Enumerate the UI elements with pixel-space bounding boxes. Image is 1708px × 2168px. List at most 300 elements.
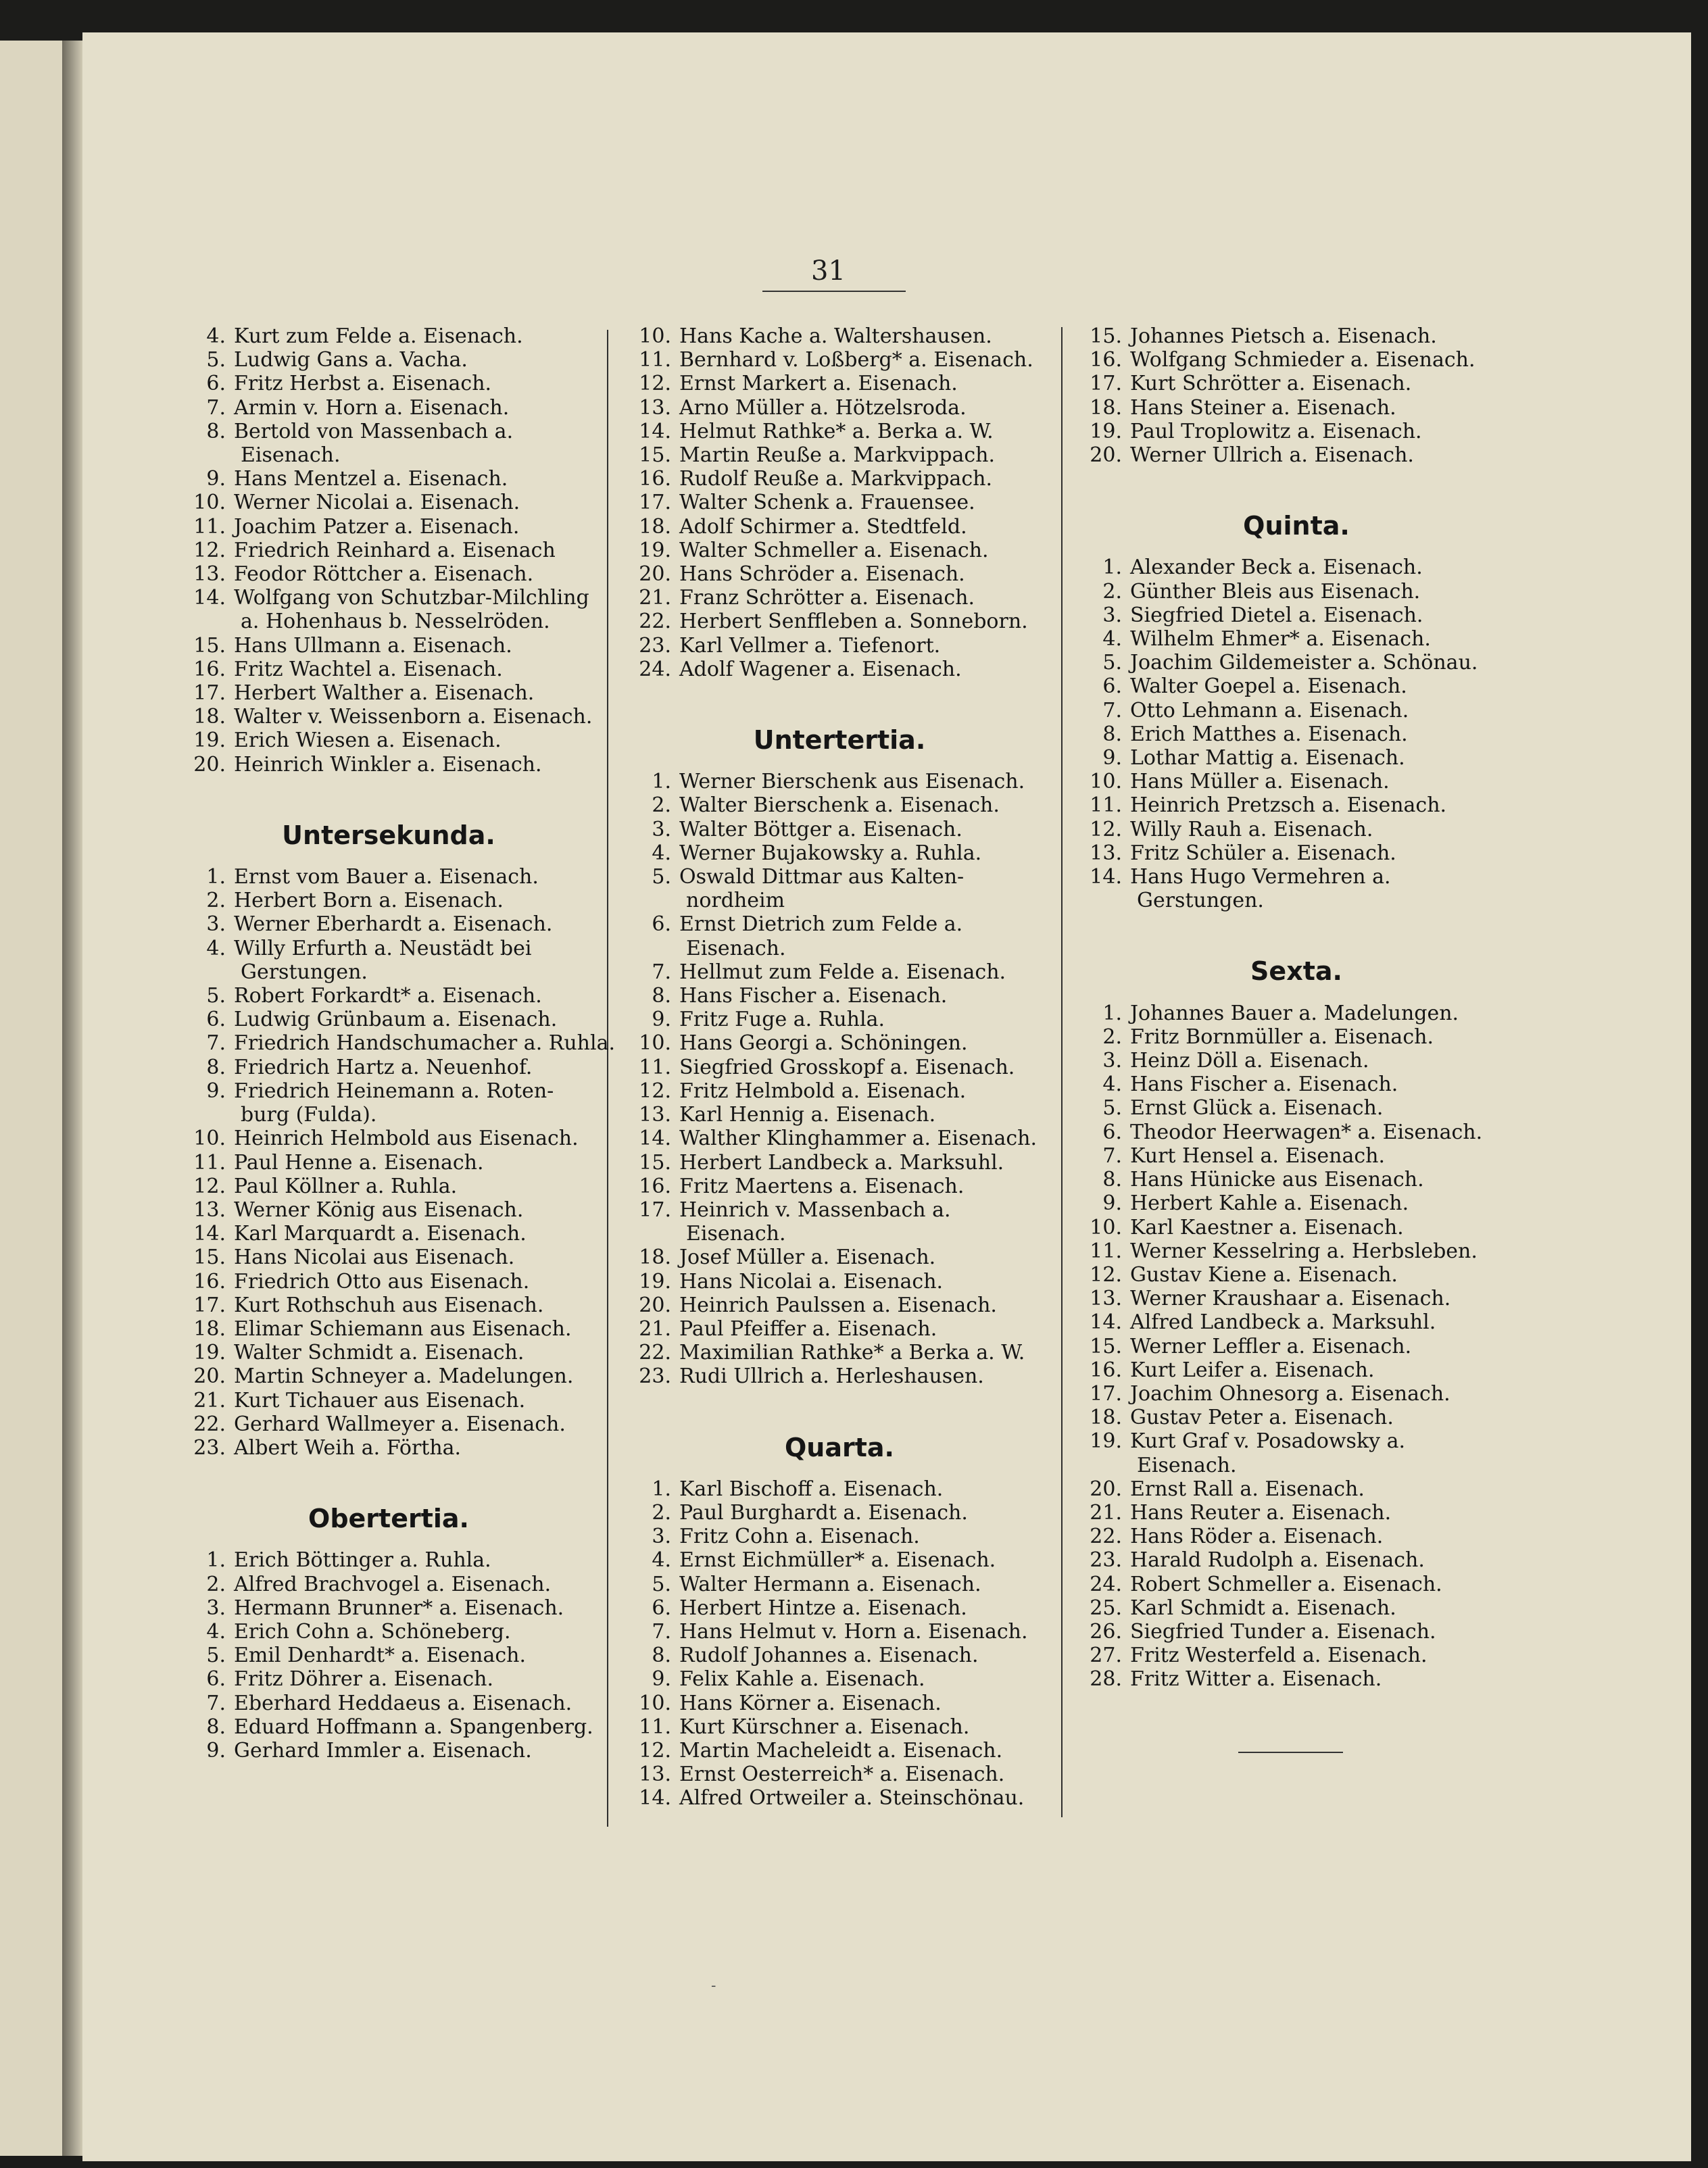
list-item xyxy=(1080,770,1513,793)
list-item-number: 5. xyxy=(206,1644,226,1668)
list-item-number: 18. xyxy=(193,1316,226,1341)
list-item-number: 23. xyxy=(1090,1548,1122,1573)
list-item xyxy=(184,634,593,658)
list-item-number: 13. xyxy=(639,1103,671,1127)
list-item-text: Ernst vom Bauer a. Eisenach. xyxy=(234,865,539,889)
list-item-number: 8. xyxy=(206,419,226,443)
list-item xyxy=(629,562,1050,586)
list-item-number: 19. xyxy=(1090,1429,1122,1454)
list-item-text: Hans Mentzel a. Eisenach. xyxy=(234,467,508,491)
list-item-number: 13. xyxy=(639,1763,671,1787)
list-item-text: Eberhard Heddaeus a. Eisenach. xyxy=(234,1691,572,1715)
list-item-number: 15. xyxy=(193,1246,226,1270)
list-item-number: 17. xyxy=(193,1293,226,1317)
list-item-text: Otto Lehmann a. Eisenach. xyxy=(1130,698,1409,722)
list-item-number: 22. xyxy=(639,1341,671,1365)
list-item-number: 10. xyxy=(639,324,671,348)
header-rule xyxy=(762,291,906,292)
list-item xyxy=(629,1620,1050,1644)
previous-page-edge xyxy=(0,41,62,2156)
list-item-number: 13. xyxy=(193,1198,226,1222)
list-item xyxy=(184,324,593,348)
list-item-text: Karl Vellmer a. Tiefenort. xyxy=(679,633,941,658)
column-middle xyxy=(629,324,1050,1810)
list-item-number: 6. xyxy=(206,1008,226,1032)
list-item-text: Johannes Pietsch a. Eisenach. xyxy=(1130,324,1437,348)
list-item xyxy=(629,610,1050,633)
list-item xyxy=(1080,420,1513,443)
list-item-number: 11. xyxy=(1090,793,1122,818)
list-item xyxy=(184,1715,593,1739)
list-item-text: Fritz Wachtel a. Eisenach. xyxy=(234,657,503,681)
list-item-number: 5. xyxy=(652,1572,671,1596)
list-item-text: Joachim Ohnesorg a. Eisenach. xyxy=(1130,1381,1450,1406)
list-item-number: 3. xyxy=(1102,603,1122,627)
list-item xyxy=(1080,603,1513,627)
list-item-number: 14. xyxy=(193,1222,226,1246)
list-item xyxy=(629,1008,1050,1031)
list-item-text: Werner Ullrich a. Eisenach. xyxy=(1130,443,1414,468)
list-item-text: Werner Kesselring a. Herbsleben. xyxy=(1130,1239,1478,1263)
list-item-number: 13. xyxy=(639,395,671,420)
list-item-text: Alfred Ortweiler a. Steinschönau. xyxy=(679,1786,1025,1810)
list-item-text: Werner Bujakowsky a. Ruhla. xyxy=(679,841,982,865)
list-item-text: Erich Cohn a. Schöneberg. xyxy=(234,1619,511,1644)
list-item xyxy=(629,793,1050,817)
list-item xyxy=(1080,1310,1513,1334)
list-item xyxy=(1080,1096,1513,1120)
list-item xyxy=(184,1596,593,1620)
list-item-text: Fritz Witter a. Eisenach. xyxy=(1130,1667,1382,1692)
list-item-text: Hellmut zum Felde a. Eisenach. xyxy=(679,960,1006,984)
list-item-text: Alfred Brachvogel a. Eisenach. xyxy=(234,1572,552,1596)
list-item-number: 5. xyxy=(1102,651,1122,675)
list-item-number: 15. xyxy=(639,443,671,468)
list-item-number: 8. xyxy=(652,984,671,1008)
list-item xyxy=(1080,324,1513,348)
list-item-text: Walter Hermann a. Eisenach. xyxy=(679,1572,981,1596)
list-item xyxy=(184,705,593,729)
list-item-text: Felix Kahle a. Eisenach. xyxy=(679,1667,925,1692)
list-item-text: Ernst Glück a. Eisenach. xyxy=(1130,1096,1384,1120)
list-item-number: 4. xyxy=(652,841,671,865)
list-item-number: 16. xyxy=(193,657,226,681)
list-item-continuation: burg (Fulda). xyxy=(241,1103,377,1127)
list-item xyxy=(629,1294,1050,1317)
list-item-number: 18. xyxy=(1090,1406,1122,1430)
list-item-text: Karl Schmidt a. Eisenach. xyxy=(1130,1596,1396,1620)
list-item-number: 13. xyxy=(193,562,226,587)
list-item-text: Harald Rudolph a. Eisenach. xyxy=(1130,1548,1425,1573)
list-item xyxy=(184,348,593,372)
list-item-number: 21. xyxy=(639,1316,671,1341)
list-item xyxy=(184,984,593,1008)
list-item-number: 10. xyxy=(639,1691,671,1715)
list-item xyxy=(629,539,1050,562)
list-item-text: Maximilian Rathke* a Berka a. W. xyxy=(679,1341,1025,1365)
list-item-text: Karl Hennig a. Eisenach. xyxy=(679,1103,936,1127)
list-item xyxy=(184,1389,593,1412)
list-item xyxy=(629,1317,1050,1341)
list-item-text: Walter Schmidt a. Eisenach. xyxy=(234,1341,524,1365)
list-item xyxy=(1080,1596,1513,1620)
list-item-number: 14. xyxy=(639,419,671,443)
list-item-text: Hans Nicolai aus Eisenach. xyxy=(234,1246,515,1270)
list-item xyxy=(629,960,1050,984)
list-item xyxy=(629,865,1050,889)
list-item-text: Walter Goepel a. Eisenach. xyxy=(1130,674,1407,699)
list-item-continuation: Eisenach. xyxy=(686,936,786,960)
list-item-number: 8. xyxy=(206,1055,226,1079)
list-item xyxy=(629,324,1050,348)
list-item xyxy=(629,1715,1050,1739)
list-item xyxy=(184,396,593,420)
list-item-text: Theodor Heerwagen* a. Eisenach. xyxy=(1130,1120,1483,1144)
list-item-text: Wolfgang Schmieder a. Eisenach. xyxy=(1130,348,1475,372)
column-divider-left xyxy=(607,330,608,1827)
list-item xyxy=(1080,818,1513,841)
list-item xyxy=(629,1198,1050,1222)
list-item xyxy=(629,1644,1050,1667)
list-item-text: Alfred Landbeck a. Marksuhl. xyxy=(1130,1310,1436,1335)
list-item-text: Willy Erfurth a. Neustädt bei xyxy=(234,936,532,960)
list-item-text: Elimar Schiemann aus Eisenach. xyxy=(234,1316,572,1341)
list-item-number: 19. xyxy=(1090,419,1122,443)
list-item-number: 1. xyxy=(652,770,671,794)
list-item-number: 16. xyxy=(193,1269,226,1294)
list-item-text: Hans Fischer a. Eisenach. xyxy=(1130,1073,1398,1097)
list-item-text: Heinrich Winkler a. Eisenach. xyxy=(234,752,542,777)
list-item-text: Werner Kraushaar a. Eisenach. xyxy=(1130,1287,1451,1311)
list-item-number: 14. xyxy=(639,1786,671,1810)
list-item-text: Herbert Kahle a. Eisenach. xyxy=(1130,1191,1409,1216)
list-item xyxy=(184,539,593,562)
list-item-number: 5. xyxy=(1102,1096,1122,1120)
list-item-text: Emil Denhardt* a. Eisenach. xyxy=(234,1644,527,1668)
list-item-number: 19. xyxy=(193,729,226,753)
list-item xyxy=(184,1222,593,1246)
list-item-text: Oswald Dittmar aus Kalten- xyxy=(679,865,965,889)
list-item-text: Karl Marquardt a. Eisenach. xyxy=(234,1222,527,1246)
list-item-text: Fritz Maertens a. Eisenach. xyxy=(679,1174,965,1198)
list-item xyxy=(629,841,1050,865)
list-item-text: Hans Helmut v. Horn a. Eisenach. xyxy=(679,1619,1028,1644)
list-item xyxy=(629,1501,1050,1525)
list-item-number: 19. xyxy=(639,1269,671,1294)
list-item-text: Kurt Schrötter a. Eisenach. xyxy=(1130,372,1412,396)
list-item-number: 15. xyxy=(639,1150,671,1175)
list-item-text: Karl Kaestner a. Eisenach. xyxy=(1130,1215,1404,1239)
list-item-text: Wilhelm Ehmer* a. Eisenach. xyxy=(1130,627,1431,651)
list-item-text: Robert Forkardt* a. Eisenach. xyxy=(234,984,542,1008)
list-item xyxy=(1080,372,1513,395)
list-item-number: 5. xyxy=(206,348,226,372)
list-item-number: 27. xyxy=(1090,1644,1122,1668)
list-item xyxy=(629,1548,1050,1572)
list-item xyxy=(184,1620,593,1644)
list-item-text: Hans Körner a. Eisenach. xyxy=(679,1691,942,1715)
list-item-number: 20. xyxy=(193,1364,226,1389)
list-item-number: 23. xyxy=(193,1435,226,1460)
quinta-list xyxy=(1080,556,1513,912)
list-item-number: 9. xyxy=(652,1008,671,1032)
obertertia-list xyxy=(184,1548,593,1763)
list-item xyxy=(184,1008,593,1031)
list-item xyxy=(184,1294,593,1317)
list-item-text: Adolf Wagener a. Eisenach. xyxy=(679,657,962,681)
list-item-text: Herbert Landbeck a. Marksuhl. xyxy=(679,1150,1004,1175)
list-item xyxy=(1080,556,1513,579)
list-item xyxy=(629,1763,1050,1786)
list-item xyxy=(1080,793,1513,817)
list-item-number: 17. xyxy=(639,491,671,515)
list-item-number: 12. xyxy=(1090,1262,1122,1287)
list-item-text: Fritz Westerfeld a. Eisenach. xyxy=(1130,1644,1428,1668)
list-item-text: Kurt zum Felde a. Eisenach. xyxy=(234,324,523,348)
list-item-text: Hans Nicolai a. Eisenach. xyxy=(679,1269,944,1294)
list-item xyxy=(1080,1239,1513,1263)
list-item-text: Erich Matthes a. Eisenach. xyxy=(1130,722,1408,746)
list-item-number: 7. xyxy=(206,1691,226,1715)
list-item xyxy=(184,1667,593,1691)
list-item-number: 23. xyxy=(639,633,671,658)
list-item-number: 4. xyxy=(206,1619,226,1644)
list-item-number: 2. xyxy=(206,1572,226,1596)
list-item-number: 2. xyxy=(652,793,671,818)
list-item-text: Adolf Schirmer a. Stedtfeld. xyxy=(679,514,967,539)
list-item-text: Walter v. Weissenborn a. Eisenach. xyxy=(234,705,593,729)
list-item-number: 20. xyxy=(639,562,671,587)
list-item xyxy=(184,1270,593,1294)
list-item-number: 12. xyxy=(1090,817,1122,841)
list-item xyxy=(184,1739,593,1763)
list-item xyxy=(1080,1525,1513,1548)
list-item-number: 13. xyxy=(1090,841,1122,865)
list-item-number: 17. xyxy=(1090,372,1122,396)
list-item-number: 9. xyxy=(206,1079,226,1103)
list-item-text: Rudolf Johannes a. Eisenach. xyxy=(679,1644,979,1668)
list-item-continuation: a. Hohenhaus b. Nesselröden. xyxy=(241,610,550,634)
list-item xyxy=(629,1103,1050,1127)
list-item xyxy=(1080,1477,1513,1501)
list-item xyxy=(629,586,1050,610)
list-item xyxy=(1080,1073,1513,1096)
list-item-number: 9. xyxy=(652,1667,671,1692)
list-item-text: Friedrich Otto aus Eisenach. xyxy=(234,1269,530,1294)
list-item xyxy=(629,1031,1050,1055)
list-item-number: 11. xyxy=(1090,1239,1122,1263)
list-item-number: 16. xyxy=(1090,348,1122,372)
list-item-number: 12. xyxy=(639,1079,671,1103)
list-item xyxy=(184,1246,593,1269)
list-item-text: Fritz Herbst a. Eisenach. xyxy=(234,372,492,396)
list-item xyxy=(1080,1644,1513,1667)
list-item-text: Herbert Senffleben a. Sonneborn. xyxy=(679,610,1028,634)
heading-untertertia: Untertertia. xyxy=(753,725,926,756)
list-item-text: Joachim Patzer a. Eisenach. xyxy=(234,514,520,539)
heading-obertertia: Obertertia. xyxy=(308,1504,469,1534)
list-item-text: Gustav Peter a. Eisenach. xyxy=(1130,1406,1394,1430)
list-item-text: Bernhard v. Loßberg* a. Eisenach. xyxy=(679,348,1033,372)
list-item-text: Walter Schmeller a. Eisenach. xyxy=(679,538,989,562)
list-item-text: Arno Müller a. Hötzelsroda. xyxy=(679,395,967,420)
footer-mark: - xyxy=(711,1977,716,1994)
list-item-number: 10. xyxy=(193,1127,226,1151)
list-item-text: Armin v. Horn a. Eisenach. xyxy=(234,395,510,420)
list-item xyxy=(184,889,593,912)
list-item-number: 6. xyxy=(1102,674,1122,699)
list-item-text: Friedrich Hartz a. Neuenhof. xyxy=(234,1055,533,1079)
list-item xyxy=(184,681,593,705)
list-item-text: Hans Müller a. Eisenach. xyxy=(1130,770,1390,794)
list-item-text: Friedrich Handschumacher a. Ruhla. xyxy=(234,1031,616,1056)
list-item xyxy=(1080,1573,1513,1596)
list-item-number: 11. xyxy=(639,348,671,372)
list-item-text: Günther Bleis aus Eisenach. xyxy=(1130,579,1421,603)
list-item-text: Heinrich Pretzsch a. Eisenach. xyxy=(1130,793,1447,818)
list-item-number: 21. xyxy=(1090,1500,1122,1525)
list-item-text: Herbert Born a. Eisenach. xyxy=(234,889,504,913)
list-item xyxy=(629,443,1050,467)
list-item xyxy=(1080,1501,1513,1525)
list-item-text: Friedrich Reinhard a. Eisenach xyxy=(234,538,556,562)
list-item-number: 16. xyxy=(639,467,671,491)
list-item xyxy=(184,1548,593,1572)
list-item-continuation: Gerstungen. xyxy=(1137,889,1264,913)
list-item-number: 4. xyxy=(652,1548,671,1573)
list-item xyxy=(1080,1335,1513,1358)
column-left xyxy=(184,324,616,1763)
list-item xyxy=(629,1573,1050,1596)
list-item-text: Helmut Rathke* a. Berka a. W. xyxy=(679,419,994,443)
sexta-list xyxy=(1080,1002,1513,1692)
list-item-text: Fritz Bornmüller a. Eisenach. xyxy=(1130,1025,1434,1049)
list-item-text: Gerhard Immler a. Eisenach. xyxy=(234,1738,532,1763)
list-item-text: Rudi Ullrich a. Herleshausen. xyxy=(679,1364,984,1389)
list-item xyxy=(184,1692,593,1715)
list-item-number: 21. xyxy=(193,1388,226,1412)
list-item-number: 19. xyxy=(639,538,671,562)
list-item xyxy=(1080,674,1513,698)
list-item xyxy=(629,467,1050,491)
list-item xyxy=(184,1031,616,1056)
book-gutter xyxy=(62,41,82,2156)
list-item-number: 3. xyxy=(206,912,226,937)
list-item-text: Erich Wiesen a. Eisenach. xyxy=(234,729,502,753)
untertertia-list xyxy=(629,770,1050,1388)
list-item-text: Siegfried Tunder a. Eisenach. xyxy=(1130,1619,1436,1644)
list-item-number: 7. xyxy=(206,1031,226,1056)
column-divider-right xyxy=(1061,327,1063,1817)
list-item-number: 9. xyxy=(206,1738,226,1763)
page-number: 31 xyxy=(811,255,846,287)
list-item xyxy=(1080,651,1513,674)
list-item xyxy=(184,1341,593,1364)
heading-quinta: Quinta. xyxy=(1243,511,1350,541)
list-item-text: Fritz Schüler a. Eisenach. xyxy=(1130,841,1396,865)
list-item xyxy=(1080,443,1513,467)
list-item-number: 8. xyxy=(1102,1168,1122,1192)
list-item-number: 20. xyxy=(1090,443,1122,468)
continued-class-list xyxy=(184,324,593,777)
list-item-text: Lothar Mattig a. Eisenach. xyxy=(1130,746,1405,770)
list-item-number: 3. xyxy=(1102,1049,1122,1073)
list-item xyxy=(184,1198,593,1222)
list-item xyxy=(1080,1120,1513,1144)
list-item-number: 2. xyxy=(206,889,226,913)
list-item-number: 1. xyxy=(652,1477,671,1501)
list-item-text: Rudolf Reuße a. Markvippach. xyxy=(679,467,992,491)
list-item-text: Hans Steiner a. Eisenach. xyxy=(1130,395,1396,420)
list-item-number: 16. xyxy=(639,1174,671,1198)
list-item-number: 18. xyxy=(1090,395,1122,420)
list-item-text: Hans Georgi a. Schöningen. xyxy=(679,1031,968,1056)
list-item xyxy=(1080,1025,1513,1049)
list-item-text: Johannes Bauer a. Madelungen. xyxy=(1130,1001,1459,1025)
list-item-text: Franz Schrötter a. Eisenach. xyxy=(679,586,975,610)
list-item-text: Paul Troplowitz a. Eisenach. xyxy=(1130,419,1422,443)
list-item-number: 18. xyxy=(639,514,671,539)
list-item-number: 6. xyxy=(206,372,226,396)
list-item xyxy=(184,562,593,586)
list-item-number: 8. xyxy=(652,1644,671,1668)
list-item-text: Werner Leffler a. Eisenach. xyxy=(1130,1334,1412,1358)
list-item-number: 10. xyxy=(639,1031,671,1056)
list-item-text: Kurt Graf v. Posadowsky a. xyxy=(1130,1429,1406,1454)
list-item xyxy=(629,1127,1050,1150)
list-item-number: 4. xyxy=(206,936,226,960)
list-item xyxy=(184,1364,593,1388)
list-item-number: 11. xyxy=(193,514,226,539)
list-item xyxy=(1080,1548,1513,1572)
list-item xyxy=(629,348,1050,372)
list-item-text: Feodor Röttcher a. Eisenach. xyxy=(234,562,534,587)
heading-sexta: Sexta. xyxy=(1250,956,1342,987)
list-item-text: Walther Klinghammer a. Eisenach. xyxy=(679,1127,1038,1151)
list-item-number: 5. xyxy=(652,865,671,889)
list-item-text: Hans Kache a. Waltershausen. xyxy=(679,324,992,348)
list-item-number: 8. xyxy=(1102,722,1122,746)
list-item-continuation: nordheim xyxy=(686,889,785,913)
list-item-text: Martin Reuße a. Markvippach. xyxy=(679,443,996,468)
list-item xyxy=(629,1364,1050,1388)
list-item-text: Fritz Döhrer a. Eisenach. xyxy=(234,1667,494,1692)
list-item xyxy=(1080,396,1513,420)
list-item-text: Wolfgang von Schutzbar-Milchling xyxy=(234,586,589,610)
list-item-number: 17. xyxy=(1090,1381,1122,1406)
list-item-number: 12. xyxy=(639,1738,671,1763)
untersekunda-list xyxy=(184,865,616,1460)
list-item-text: Walter Schenk a. Frauensee. xyxy=(679,491,975,515)
list-item-text: Werner Bierschenk aus Eisenach. xyxy=(679,770,1025,794)
list-item-number: 9. xyxy=(1102,746,1122,770)
list-item-number: 28. xyxy=(1090,1667,1122,1692)
list-item-number: 5. xyxy=(206,984,226,1008)
list-item xyxy=(1080,1382,1513,1406)
list-item-text: Hans Hünicke aus Eisenach. xyxy=(1130,1168,1424,1192)
list-item-text: Martin Schneyer a. Madelungen. xyxy=(234,1364,574,1389)
list-item-number: 3. xyxy=(652,817,671,841)
list-item xyxy=(184,937,593,960)
list-item-text: Hans Schröder a. Eisenach. xyxy=(679,562,965,587)
list-item-number: 15. xyxy=(193,633,226,658)
list-item-number: 20. xyxy=(193,752,226,777)
list-item-text: Friedrich Heinemann a. Roten- xyxy=(234,1079,554,1103)
list-item-text: Hans Fischer a. Eisenach. xyxy=(679,984,948,1008)
list-item xyxy=(629,1270,1050,1294)
list-item xyxy=(629,1786,1050,1810)
list-item-number: 18. xyxy=(639,1246,671,1270)
